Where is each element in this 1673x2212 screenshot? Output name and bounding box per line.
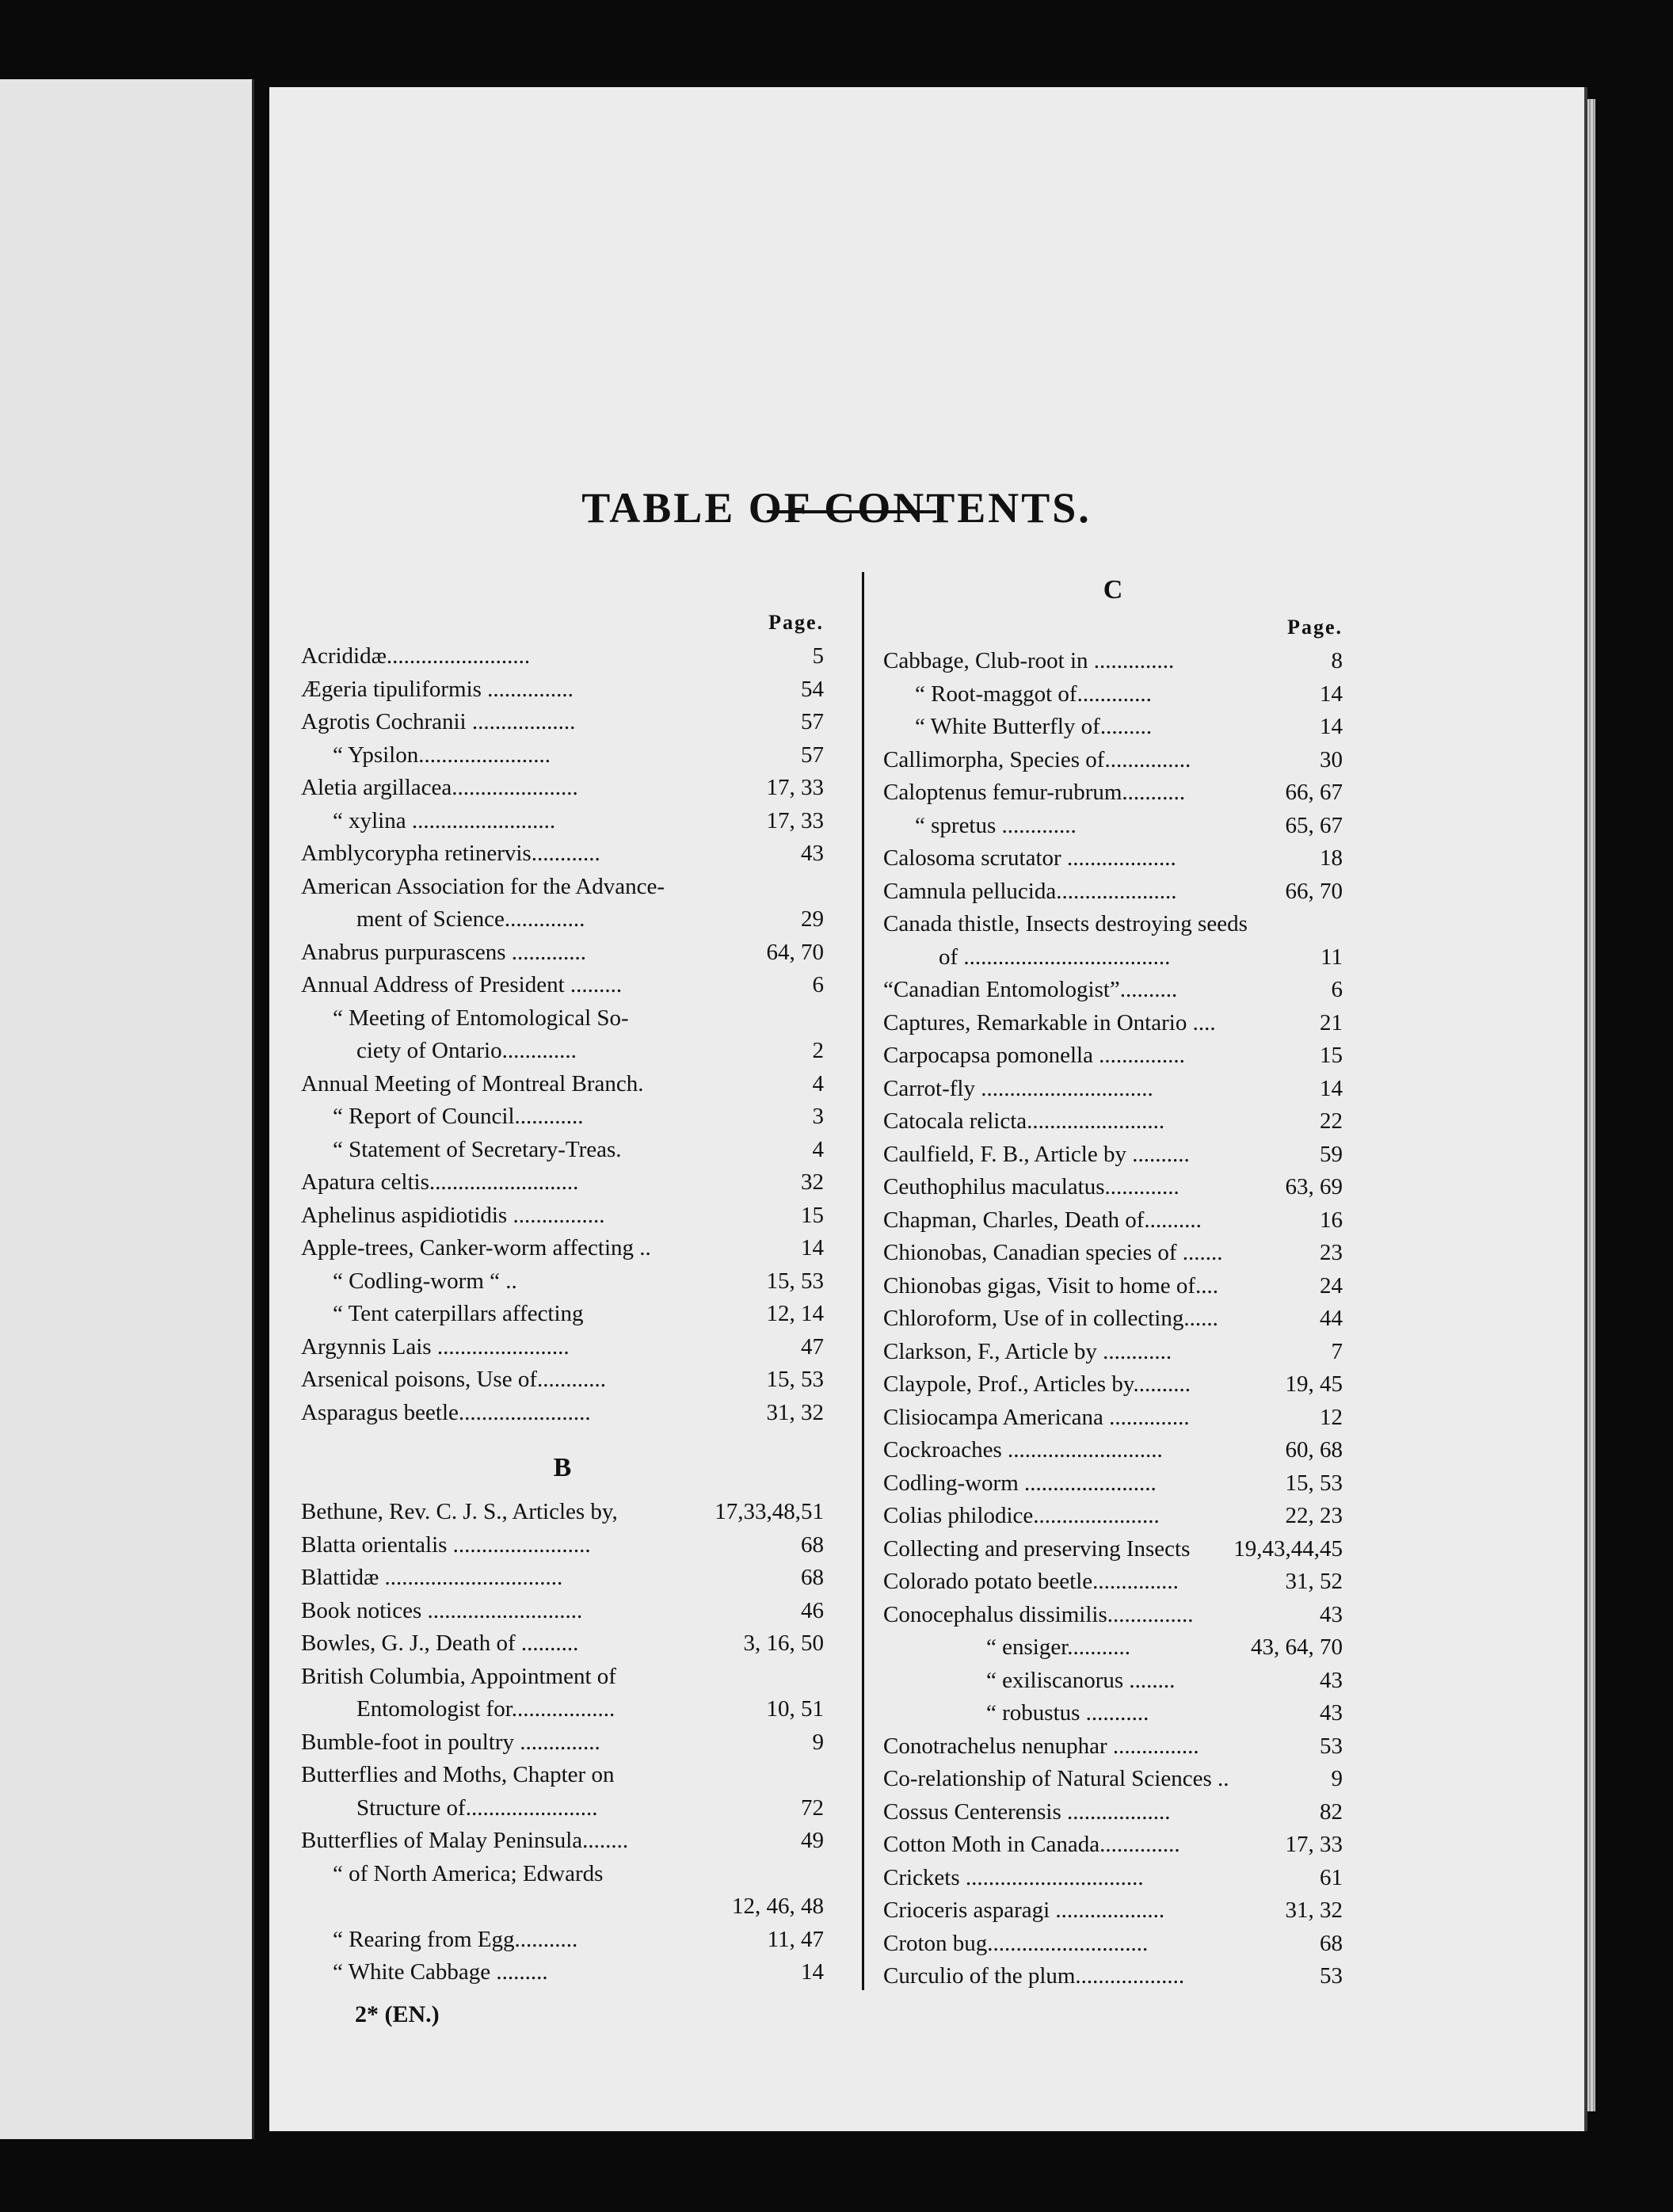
facing-page [0, 79, 254, 2139]
index-entry [883, 1073, 1343, 1106]
index-entry [301, 1100, 824, 1134]
entry-page-number: 43, 64, 70 [1251, 1634, 1343, 1660]
index-entry [883, 1862, 1343, 1895]
entry-page-number: 31, 52 [1285, 1569, 1343, 1594]
entry-page-number: 30 [1320, 746, 1343, 772]
index-entry [883, 1204, 1343, 1238]
entry-page-number: 11, 47 [767, 1926, 824, 1952]
index-entry [301, 739, 824, 772]
index-entry [883, 1894, 1343, 1928]
entry-page-number: 17, 33 [766, 807, 824, 833]
entry-page-number: 10, 51 [766, 1696, 824, 1722]
entry-text: “ Ypsilon....................... [333, 742, 551, 768]
index-entry [883, 1138, 1343, 1172]
entry-page-number: 17,33,48,51 [715, 1499, 824, 1524]
entry-text: Camnula pellucida..................... [883, 878, 1177, 904]
entry-text: British Columbia, Appointment of [301, 1663, 616, 1689]
index-entry [301, 936, 824, 970]
entry-text: “ Report of Council............ [333, 1104, 584, 1129]
index-entry [883, 1237, 1343, 1270]
index-entry [301, 1134, 824, 1167]
index-entry [301, 1397, 824, 1430]
section-letter-c: C [1103, 575, 1123, 604]
entry-text: “ robustus ........... [986, 1700, 1149, 1726]
index-entry [883, 1434, 1343, 1467]
page-column-heading: Page. [768, 611, 824, 634]
entry-text: Curculio of the plum................... [883, 1963, 1185, 1989]
index-entry [883, 941, 1343, 974]
entry-page-number: 59 [1320, 1141, 1343, 1167]
entry-page-number: 17, 33 [766, 775, 824, 800]
index-entry [301, 1759, 824, 1792]
entry-page-number: 14 [1320, 1075, 1343, 1101]
entry-text: “ Rearing from Egg........... [333, 1926, 578, 1952]
column-divider [862, 572, 864, 1990]
index-entry [301, 1199, 824, 1233]
entry-text: Co-relationship of Natural Sciences .. [883, 1766, 1229, 1791]
entry-text: Butterflies and Moths, Chapter on [301, 1762, 615, 1787]
entry-text: Chionobas gigas, Visit to home of.... [883, 1272, 1219, 1299]
index-entry [301, 1068, 824, 1101]
entry-page-number: 43 [1320, 1700, 1343, 1726]
index-entry [883, 1270, 1343, 1303]
index-entry [883, 776, 1343, 810]
index-entry [301, 1496, 824, 1529]
entry-page-number: 21 [1320, 1009, 1343, 1035]
entry-text: “ of North America; Edwards [333, 1860, 604, 1886]
entry-page-number: 14 [801, 1959, 824, 1985]
index-entry [883, 1039, 1343, 1073]
entry-page-number: 31, 32 [1285, 1897, 1343, 1923]
index-entry [883, 875, 1343, 909]
index-entry [301, 1595, 824, 1628]
entry-text: “ Meeting of Entomological So- [333, 1005, 629, 1031]
index-entry [883, 1533, 1343, 1566]
entry-text: Agrotis Cochranii .................. [301, 709, 576, 734]
index-entry [883, 1500, 1343, 1533]
entry-text: “ White Butterfly of......... [915, 714, 1153, 739]
index-entry [301, 1232, 824, 1265]
entry-page-number: 14 [1320, 714, 1343, 739]
page-title: TABLE OF CONTENTS. [581, 484, 1092, 532]
entry-page-number: 43 [801, 841, 824, 866]
entry-text: Carpocapsa pomonella ............... [883, 1043, 1185, 1068]
entry-page-number: 57 [801, 742, 824, 768]
index-entry [883, 842, 1343, 875]
entry-text: ment of Science.............. [356, 906, 585, 932]
entry-text: Cossus Centerensis .................. [883, 1798, 1171, 1825]
title-rule [767, 510, 936, 513]
index-entry [883, 678, 1343, 711]
entry-text: Caulfield, F. B., Article by .......... [883, 1141, 1190, 1167]
entry-page-number: 2 [812, 1038, 824, 1063]
entry-page-number: 22 [1320, 1108, 1343, 1134]
entry-text: Carrot-fly .............................. [883, 1075, 1153, 1101]
entry-text: Asparagus beetle....................... [301, 1399, 591, 1425]
index-entry [301, 1331, 824, 1364]
entry-text: Ceuthophilus maculatus............. [883, 1174, 1179, 1199]
section-letter-b: B [553, 1453, 572, 1482]
entry-page-number: 64, 70 [766, 939, 824, 965]
entry-text: Aletia argillacea...................... [301, 775, 578, 800]
entry-page-number: 31, 32 [766, 1399, 824, 1425]
entry-page-number: 8 [1331, 648, 1343, 673]
index-entry [301, 1726, 824, 1760]
index-entry [301, 772, 824, 805]
entry-text: Canada thistle, Insects destroying seeds [883, 911, 1248, 936]
entry-text: Apple-trees, Canker-worm affecting .. [301, 1235, 651, 1260]
entry-page-number: 12 [1320, 1404, 1343, 1430]
entry-text: Crickets ............................... [883, 1864, 1144, 1890]
index-entry [301, 837, 824, 871]
entry-text: American Association for the Advance- [301, 873, 665, 899]
index-entry [301, 903, 824, 936]
entry-page-number: 12, 46, 48 [732, 1894, 824, 1919]
entry-text: ciety of Ontario............. [356, 1038, 577, 1063]
entry-text: Annual Address of President ......... [301, 972, 623, 997]
entry-page-number: 18 [1320, 845, 1343, 871]
entry-page-number: 54 [801, 676, 824, 702]
entry-text: Callimorpha, Species of............... [883, 746, 1191, 772]
index-entry [883, 1007, 1343, 1040]
index-entry [301, 1166, 824, 1199]
entry-text: “ White Cabbage ......... [333, 1959, 548, 1985]
index-entry [301, 1265, 824, 1299]
entry-text: Caloptenus femur-rubrum........... [883, 780, 1186, 805]
entry-text: Colorado potato beetle............... [883, 1569, 1179, 1594]
entry-page-number: 32 [801, 1169, 824, 1195]
entry-page-number: 7 [1331, 1338, 1343, 1364]
index-entry [301, 1890, 824, 1924]
entry-page-number: 19, 45 [1285, 1371, 1343, 1397]
entry-text: Bumble-foot in poultry .............. [301, 1729, 600, 1755]
entry-text: “ Tent caterpillars affecting [333, 1301, 584, 1326]
entry-text: Arsenical poisons, Use of............ [301, 1367, 607, 1392]
entry-page-number: 49 [801, 1828, 824, 1853]
a-entries [301, 640, 824, 1429]
entry-text: Cotton Moth in Canada.............. [883, 1832, 1180, 1857]
entry-text: Cabbage, Club-root in .............. [883, 648, 1175, 673]
entry-page-number: 43 [1320, 1667, 1343, 1693]
entry-page-number: 68 [801, 1565, 824, 1590]
entry-page-number: 12, 14 [766, 1301, 824, 1326]
index-entry [883, 1665, 1343, 1698]
index-entry [883, 1368, 1343, 1402]
index-entry [883, 744, 1343, 777]
index-entry [883, 810, 1343, 843]
entry-text: Annual Meeting of Montreal Branch. [301, 1070, 644, 1096]
entry-page-number: 82 [1320, 1798, 1343, 1825]
entry-page-number: 15, 53 [766, 1268, 824, 1294]
entry-text: Codling-worm ....................... [883, 1470, 1157, 1496]
entry-text: Chloroform, Use of in collecting...... [883, 1306, 1218, 1331]
entry-page-number: 17, 33 [1285, 1832, 1343, 1857]
entry-text: Clarkson, F., Article by ............ [883, 1338, 1172, 1364]
index-entry [301, 805, 824, 838]
entry-page-number: 5 [812, 643, 824, 669]
index-entry [883, 1566, 1343, 1599]
index-entry [883, 974, 1343, 1007]
entry-page-number: 15 [1320, 1043, 1343, 1068]
index-entry [883, 1763, 1343, 1796]
entry-text: Cockroaches ........................... [883, 1437, 1163, 1463]
entry-page-number: 57 [801, 709, 824, 734]
entry-page-number: 24 [1320, 1272, 1343, 1299]
index-entry [301, 1035, 824, 1068]
index-entry [301, 640, 824, 673]
entry-page-number: 63, 69 [1285, 1174, 1343, 1199]
entry-text: Colias philodice...................... [883, 1503, 1160, 1528]
entry-page-number: 4 [812, 1070, 824, 1096]
entry-page-number: 44 [1320, 1306, 1343, 1331]
left-column [301, 605, 824, 1989]
entry-page-number: 46 [801, 1597, 824, 1623]
entry-text: Crioceris asparagi ................... [883, 1897, 1165, 1923]
entry-text: Entomologist for.................. [356, 1696, 615, 1722]
entry-page-number: 3, 16, 50 [743, 1630, 824, 1656]
entry-text: Catocala relicta........................ [883, 1108, 1165, 1134]
entry-page-number: 60, 68 [1285, 1437, 1343, 1463]
entry-page-number: 6 [1331, 977, 1343, 1002]
entry-page-number: 66, 67 [1285, 780, 1343, 805]
index-entry [883, 1336, 1343, 1369]
index-entry [301, 1924, 824, 1957]
entry-page-number: 23 [1320, 1240, 1343, 1265]
entry-page-number: 16 [1320, 1207, 1343, 1233]
index-entry [301, 1298, 824, 1331]
entry-text: Anabrus purpurascens ............. [301, 939, 587, 965]
c-entries [883, 645, 1343, 1993]
index-entry [301, 1792, 824, 1825]
entry-text: “ spretus ............. [915, 812, 1077, 838]
entry-page-number: 15, 53 [1285, 1470, 1343, 1496]
entry-text: Amblycorypha retinervis............ [301, 841, 600, 866]
index-entry [883, 1171, 1343, 1204]
index-entry [301, 673, 824, 707]
entry-text: Aphelinus aspidiotidis ................ [301, 1202, 605, 1228]
index-entry [883, 1829, 1343, 1862]
entry-text: Conotrachelus nenuphar ............... [883, 1733, 1199, 1759]
entry-text: Blatta orientalis ........................ [301, 1531, 591, 1558]
entry-text: Captures, Remarkable in Ontario .... [883, 1009, 1216, 1035]
index-entry [883, 1928, 1343, 1961]
entry-page-number: 61 [1320, 1864, 1343, 1890]
index-entry [883, 1105, 1343, 1138]
entry-page-number: 15 [801, 1202, 824, 1228]
index-entry [301, 1825, 824, 1858]
b-entries [301, 1496, 824, 1989]
index-entry [883, 1796, 1343, 1829]
entry-page-number: 19,43,44,45 [1233, 1535, 1343, 1562]
index-entry [883, 1960, 1343, 1993]
entry-page-number: 14 [1320, 681, 1343, 707]
entry-text: Bethune, Rev. C. J. S., Articles by, [301, 1499, 618, 1524]
entry-page-number: 15, 53 [766, 1367, 824, 1392]
entry-text: Claypole, Prof., Articles by.......... [883, 1371, 1191, 1397]
index-entry [301, 1956, 824, 1989]
index-entry [883, 1631, 1343, 1665]
entry-text: Clisiocampa Americana .............. [883, 1404, 1190, 1430]
index-entry [883, 1697, 1343, 1730]
entry-page-number: 3 [812, 1104, 824, 1129]
entry-page-number: 68 [801, 1531, 824, 1558]
entry-page-number: 53 [1320, 1963, 1343, 1989]
entry-page-number: 66, 70 [1285, 878, 1343, 904]
entry-text: Structure of....................... [356, 1794, 598, 1821]
entry-page-number: 9 [1331, 1766, 1343, 1791]
entry-text: Conocephalus dissimilis............... [883, 1601, 1194, 1627]
entry-page-number: 68 [1320, 1930, 1343, 1956]
entry-text: “ Root-maggot of............. [915, 681, 1152, 707]
entry-page-number: 65, 67 [1285, 812, 1343, 838]
signature-mark: 2* (EN.) [355, 2001, 440, 2027]
index-entry [301, 1858, 824, 1891]
entry-text: “ xylina ......................... [333, 807, 556, 833]
entry-text: Bowles, G. J., Death of .......... [301, 1630, 579, 1656]
entry-text: “ Codling-worm “ .. [333, 1268, 517, 1294]
index-entry [301, 1529, 824, 1562]
entry-page-number: 22, 23 [1285, 1503, 1343, 1528]
index-entry [883, 1402, 1343, 1435]
entry-text: Butterflies of Malay Peninsula........ [301, 1828, 629, 1853]
entry-text: Blattidæ ............................... [301, 1565, 563, 1590]
index-entry [883, 908, 1343, 941]
page-column-heading: Page. [1287, 616, 1343, 639]
entry-page-number: 11 [1320, 944, 1343, 970]
entry-page-number: 72 [801, 1794, 824, 1821]
entry-text: Collecting and preserving Insects [883, 1535, 1191, 1562]
index-entry [883, 645, 1343, 678]
entry-text: Croton bug............................ [883, 1930, 1149, 1956]
entry-text: “Canadian Entomologist”.......... [883, 977, 1178, 1002]
index-entry [301, 1627, 824, 1661]
entry-text: Acrididæ......................... [301, 643, 531, 669]
entry-text: Calosoma scrutator ................... [883, 845, 1176, 871]
index-entry [883, 1730, 1343, 1764]
index-entry [301, 1661, 824, 1694]
entry-text: Book notices ........................... [301, 1597, 583, 1623]
entry-page-number: 14 [801, 1235, 824, 1260]
index-entry [301, 1693, 824, 1726]
entry-text: “ Statement of Secretary-Treas. [333, 1136, 622, 1162]
index-entry [301, 706, 824, 739]
entry-page-number: 9 [812, 1729, 824, 1755]
entry-text: Chionobas, Canadian species of ....... [883, 1240, 1223, 1265]
entry-page-number: 4 [812, 1136, 824, 1162]
entry-text: Ægeria tipuliformis ............... [301, 676, 574, 702]
index-entry [301, 969, 824, 1002]
index-entry [883, 1599, 1343, 1632]
entry-text: “ ensiger........... [986, 1634, 1131, 1660]
entry-text: “ exiliscanorus ........ [986, 1667, 1176, 1693]
entry-text: Chapman, Charles, Death of.......... [883, 1207, 1202, 1233]
index-entry [883, 711, 1343, 744]
index-entry [301, 1363, 824, 1397]
index-entry [301, 871, 824, 904]
entry-page-number: 29 [801, 906, 824, 932]
right-column [883, 570, 1343, 1993]
index-entry [301, 1002, 824, 1035]
entry-page-number: 47 [801, 1333, 824, 1360]
index-entry [883, 1467, 1343, 1501]
index-entry [301, 1562, 824, 1595]
entry-page-number: 43 [1320, 1601, 1343, 1627]
index-entry [883, 1302, 1343, 1336]
entry-text: Apatura celtis.......................... [301, 1169, 579, 1195]
entry-page-number: 53 [1320, 1733, 1343, 1759]
entry-text: of .................................... [939, 944, 1171, 970]
entry-text: Argynnis Lais ....................... [301, 1333, 570, 1360]
entry-page-number: 6 [812, 972, 824, 997]
